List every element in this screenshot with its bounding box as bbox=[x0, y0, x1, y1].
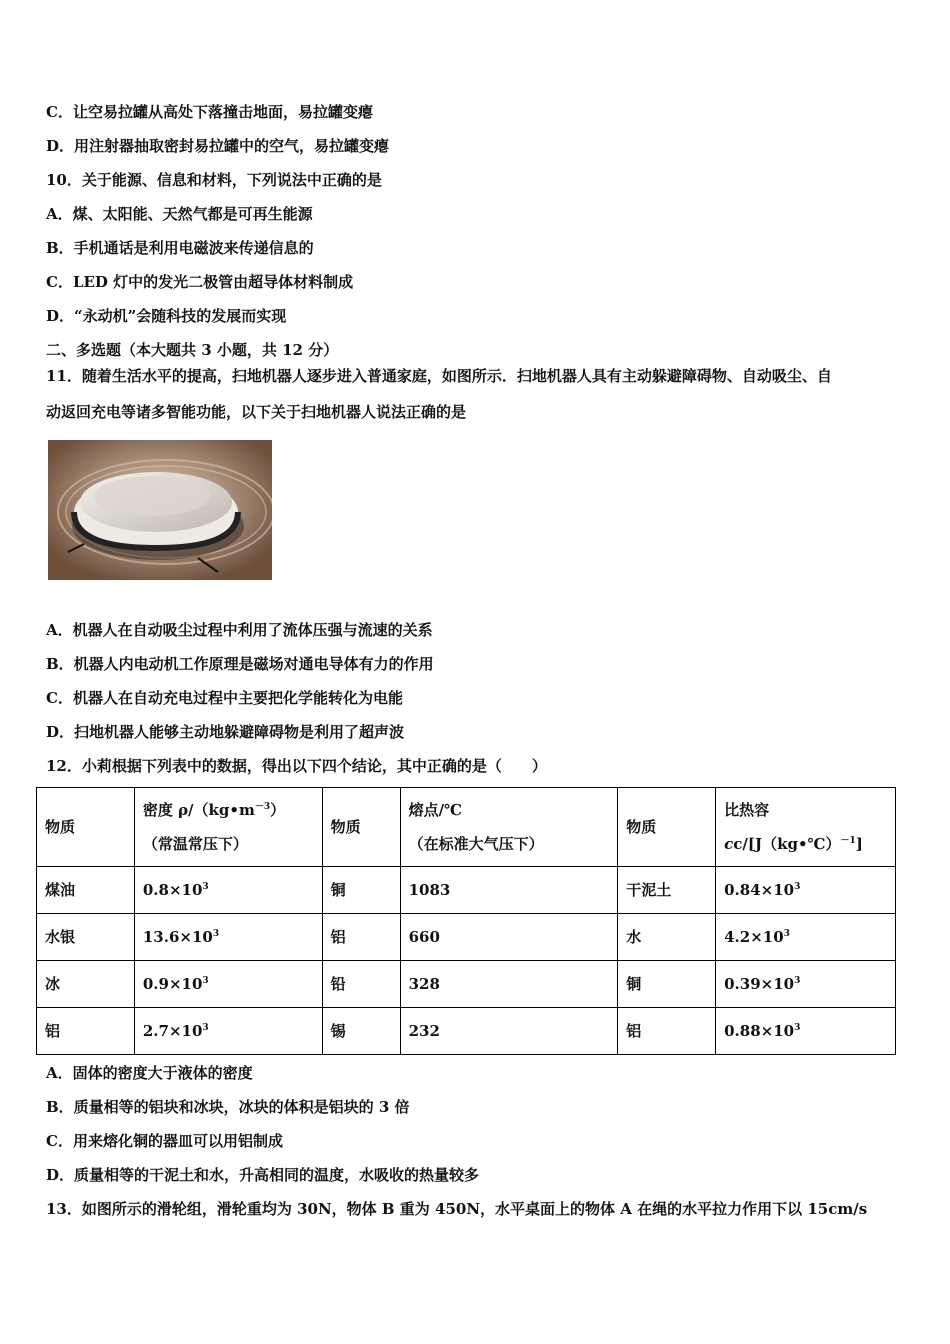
q10-option-b: B．手机通话是利用电磁波来传递信息的 bbox=[46, 239, 314, 257]
q13-stem: 13．如图所示的滑轮组，滑轮重均为 30N，物体 B 重为 450N，水平桌面上的物体 A 在绳的水平拉力作用下以 15cm/s bbox=[46, 1200, 868, 1218]
q12-stem: 12．小莉根据下列表中的数据，得出以下四个结论，其中正确的是（ ） bbox=[46, 757, 547, 775]
cell-substance: 干泥土 bbox=[618, 867, 716, 914]
header-density: 密度 $\rho/(kg•m^{-3})$ （常温常压下） bbox=[134, 788, 322, 867]
cell-substance: 铅 bbox=[322, 961, 400, 1008]
q11-option-a: A．机器人在自动吸尘过程中利用了流体压强与流速的关系 bbox=[46, 621, 433, 639]
q9-option-c: C．让空易拉罐从高处下落撞击地面，易拉罐变瘪 bbox=[46, 103, 373, 121]
table-row bbox=[37, 867, 896, 914]
cell-density: $0.8\times 10^3$ bbox=[134, 867, 322, 914]
q12-option-a: A．固体的密度大于液体的密度 bbox=[46, 1064, 253, 1082]
header-specific-heat: 比热容 cc/[J（kg•℃）$^{-1}$] bbox=[716, 788, 896, 867]
header-substance-2: 物质 bbox=[322, 788, 400, 867]
cell-substance: 铜 bbox=[618, 961, 716, 1008]
table-row bbox=[37, 914, 896, 961]
q11-stem-line1: 11．随着生活水平的提高，扫地机器人逐步进入普通家庭，如图所示．扫地机器人具有主动躲避障碍物、自动吸尘、自 bbox=[46, 367, 832, 385]
cell-substance: 铜 bbox=[322, 867, 400, 914]
cell-density: $2.7\times 10^3$ bbox=[134, 1008, 322, 1055]
cell-density: $0.9\times 10^3$ bbox=[134, 961, 322, 1008]
cell-substance: 水银 bbox=[37, 914, 135, 961]
header-melting-point: 熔点/℃ （在标准大气压下） bbox=[400, 788, 618, 867]
table-row bbox=[37, 1008, 896, 1055]
cell-melting-point: 328 bbox=[400, 961, 618, 1008]
q11-option-d: D．扫地机器人能够主动地躲避障碍物是利用了超声波 bbox=[46, 723, 405, 741]
robot-vacuum-photo bbox=[48, 440, 272, 580]
cell-specific-heat: $4.2\times 10^3$ bbox=[716, 914, 896, 961]
q11-option-b: B．机器人内电动机工作原理是磁场对通电导体有力的作用 bbox=[46, 655, 434, 673]
q12-option-b: B．质量相等的铝块和冰块，冰块的体积是铝块的 3 倍 bbox=[46, 1098, 410, 1116]
q9-option-d: D．用注射器抽取密封易拉罐中的空气，易拉罐变瘪 bbox=[46, 137, 390, 155]
cell-melting-point: 660 bbox=[400, 914, 618, 961]
cell-substance: 锡 bbox=[322, 1008, 400, 1055]
cell-melting-point: 232 bbox=[400, 1008, 618, 1055]
header-substance-3: 物质 bbox=[618, 788, 716, 867]
q10-option-c: C．LED 灯中的发光二极管由超导体材料制成 bbox=[46, 273, 354, 291]
properties-table bbox=[36, 787, 896, 1055]
q11-stem-line2: 动返回充电等诸多智能功能，以下关于扫地机器人说法正确的是 bbox=[46, 403, 467, 421]
cell-substance: 铝 bbox=[322, 914, 400, 961]
cell-substance: 铝 bbox=[618, 1008, 716, 1055]
q10-option-a: A．煤、太阳能、天然气都是可再生能源 bbox=[46, 205, 313, 223]
cell-substance: 冰 bbox=[37, 961, 135, 1008]
cell-density: $13.6\times 10^3$ bbox=[134, 914, 322, 961]
q10-option-d: D．“永动机”会随科技的发展而实现 bbox=[46, 307, 287, 325]
cell-melting-point: 1083 bbox=[400, 867, 618, 914]
header-substance-1: 物质 bbox=[37, 788, 135, 867]
q12-option-c: C．用来熔化铜的器皿可以用铝制成 bbox=[46, 1132, 283, 1150]
table-header-row bbox=[37, 788, 896, 867]
cell-specific-heat: $0.39\times 10^3$ bbox=[716, 961, 896, 1008]
q12-option-d: D．质量相等的干泥土和水，升高相同的温度，水吸收的热量较多 bbox=[46, 1166, 480, 1184]
cell-substance: 煤油 bbox=[37, 867, 135, 914]
cell-specific-heat: $0.84\times 10^3$ bbox=[716, 867, 896, 914]
section2-heading: 二、多选题（本大题共 3 小题，共 12 分） bbox=[46, 341, 339, 359]
q10-stem: 10．关于能源、信息和材料，下列说法中正确的是 bbox=[46, 171, 382, 189]
q11-option-c: C．机器人在自动充电过程中主要把化学能转化为电能 bbox=[46, 689, 403, 707]
cell-substance: 水 bbox=[618, 914, 716, 961]
robot-vacuum-illustration bbox=[48, 440, 272, 580]
cell-specific-heat: $0.88\times 10^3$ bbox=[716, 1008, 896, 1055]
table-row bbox=[37, 961, 896, 1008]
cell-substance: 铝 bbox=[37, 1008, 135, 1055]
